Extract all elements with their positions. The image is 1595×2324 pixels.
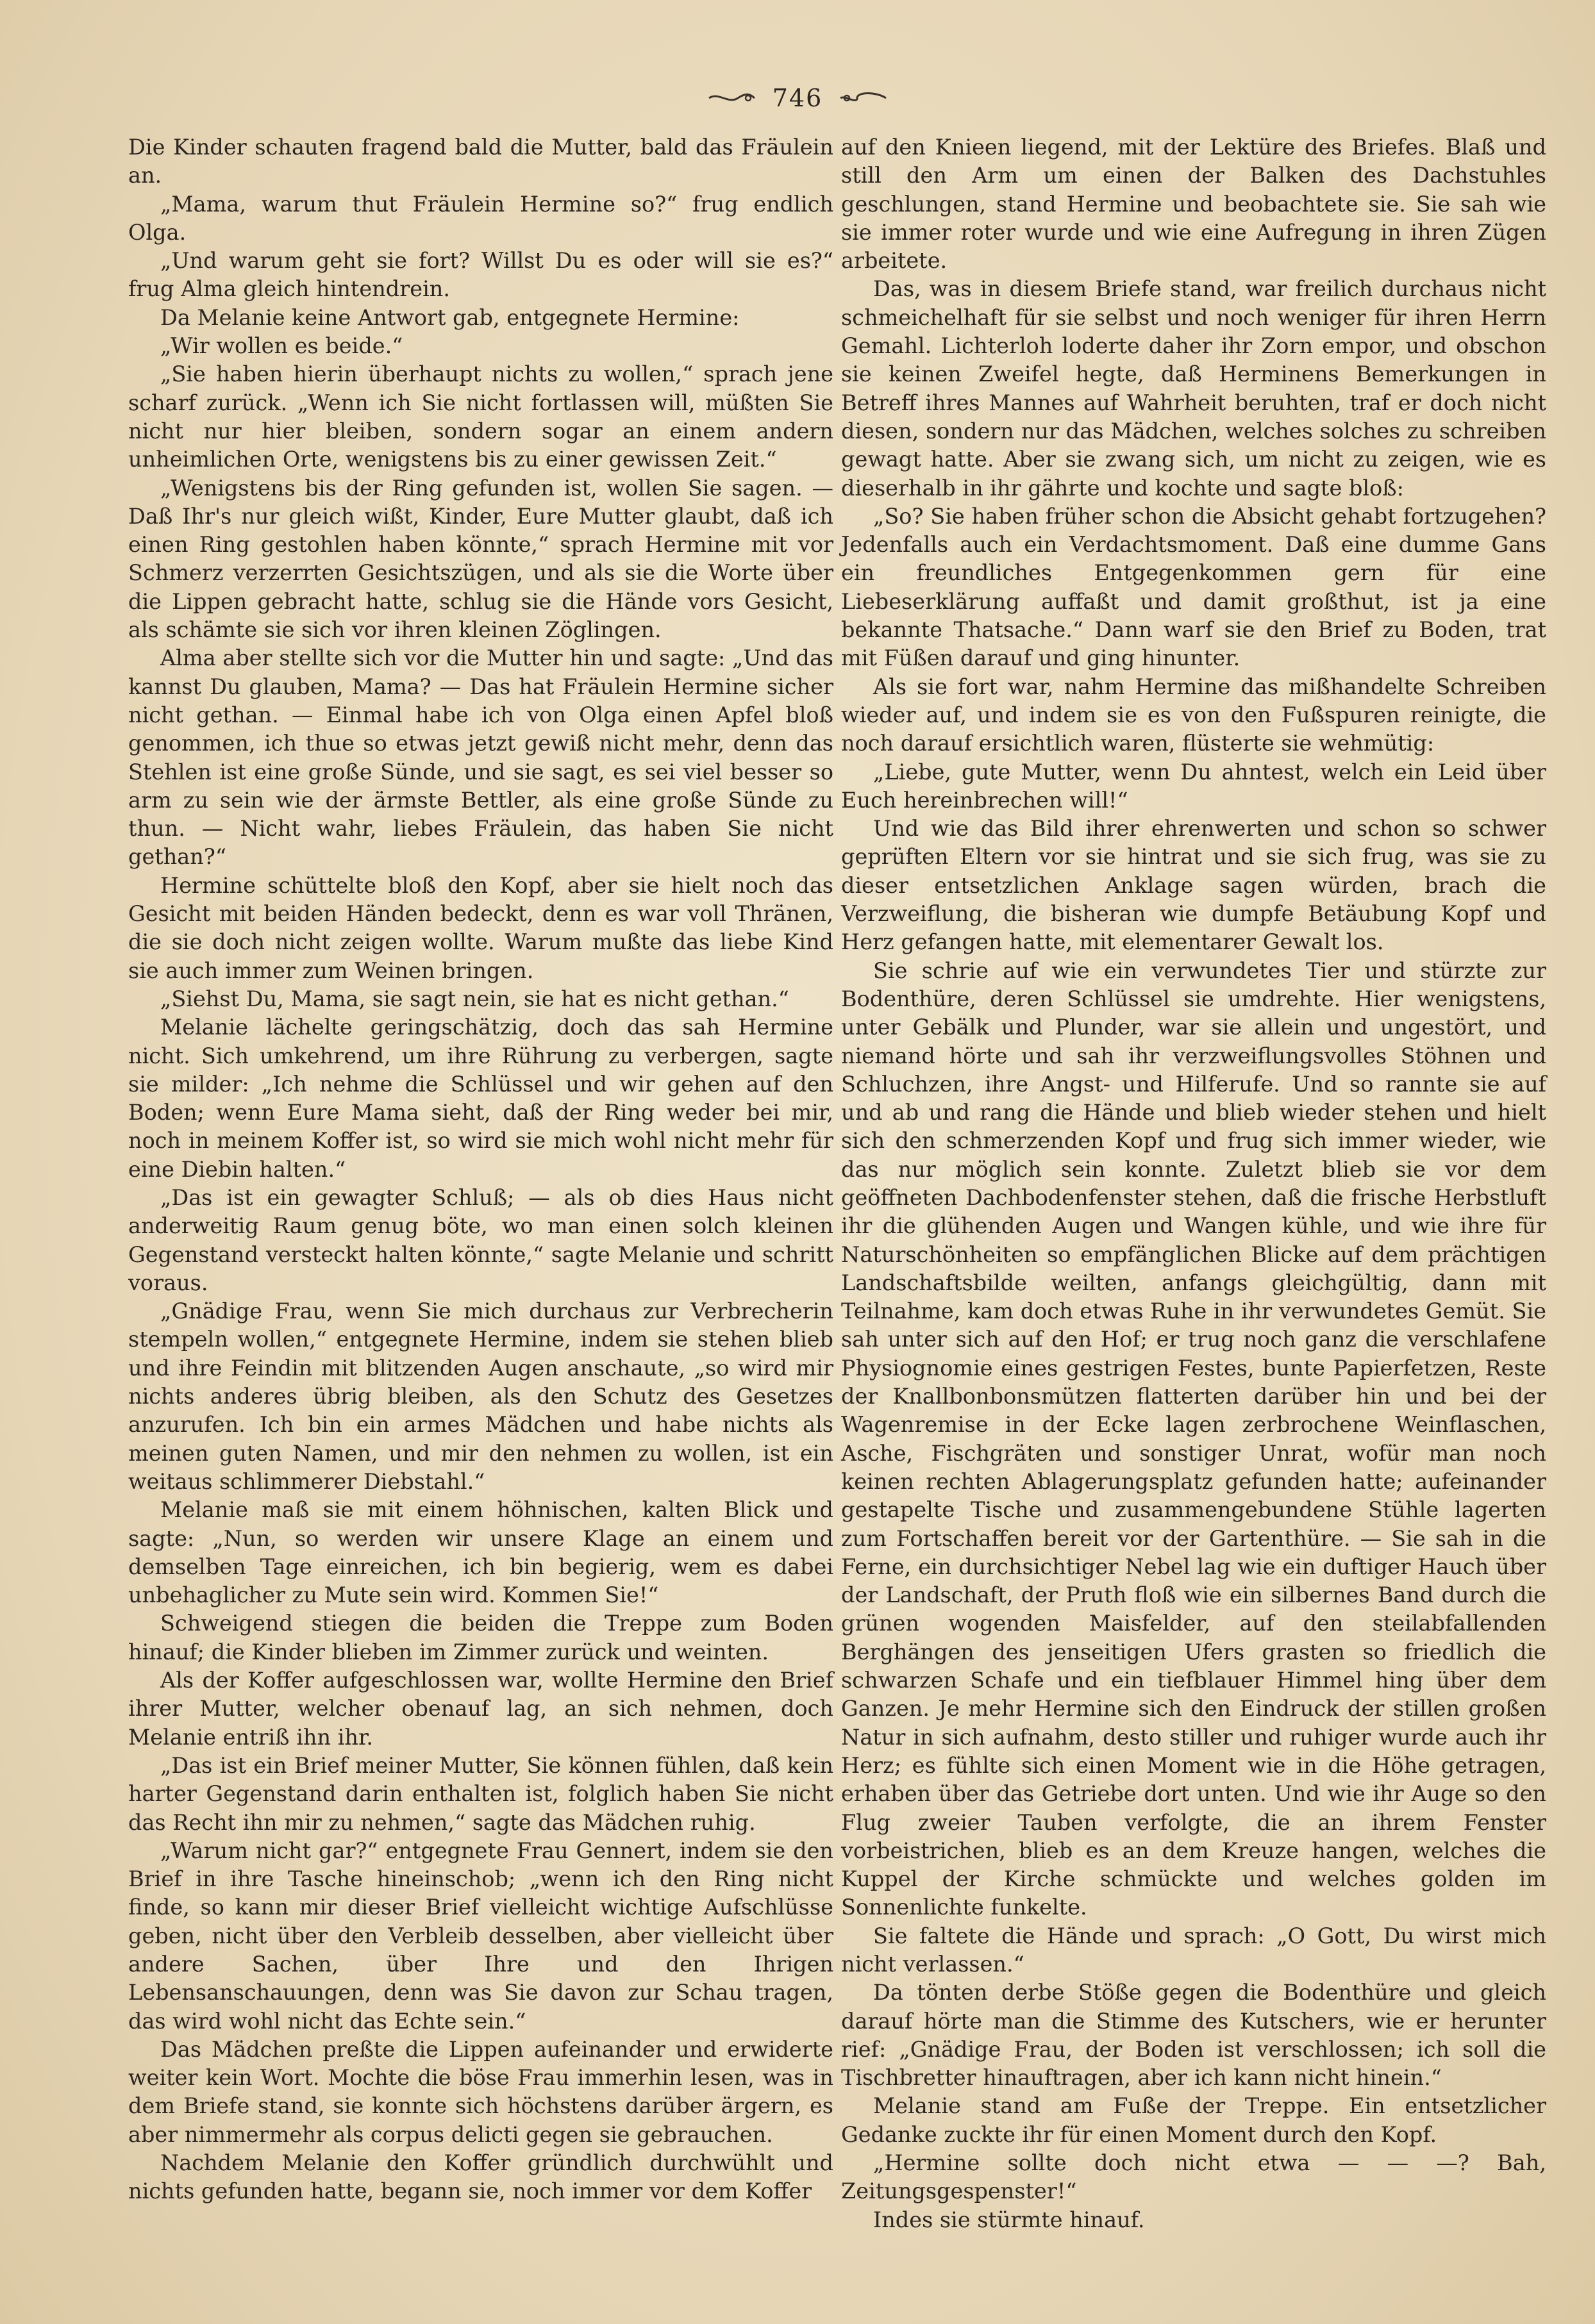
paragraph: Das, was in diesem Briefe stand, war freilich durchaus nicht schmeichelhaft für sie selbst und noch weniger für ihren Herrn Gemahl. Lichterloh loderte daher ihr Zorn empor, und obschon sie keinen Zweifel hegte, daß Herminens Bemerkungen in Betreff ihres Mannes auf Wahrheit beruhten, traf er doch nicht diesen, sondern nur das Mädchen, welches solches zu schreiben gewagt hatte. Aber sie zwang sich, um nicht zu zeigen, wie es dieserhalb in ihr gährte und kochte und sagte bloß: <box>841 276 1546 501</box>
paragraph: Das Mädchen preßte die Lippen aufeinander und erwiderte weiter kein Wort. Mochte die böse Frau immerhin lesen, was in dem Briefe stand, sie konnte sich höchstens darüber ärgern, es aber nimmermehr als corpus delicti gegen sie gebrauchen. <box>128 2036 833 2147</box>
paragraph: „Das ist ein gewagter Schluß; — als ob dies Haus nicht anderweitig Raum genug böte, wo man einen solch kleinen Gegenstand versteckt halten könnte,“ sagte Melanie und schritt voraus. <box>128 1184 833 1295</box>
paragraph: Da tönten derbe Stöße gegen die Bodenthüre und gleich darauf hörte man die Stimme des Kutschers, wie er herunter rief: „Gnädige Frau, der Boden ist verschlossen; ich soll die Tischbretter hinauftragen, aber ich kann nicht hinein.“ <box>841 1980 1546 2091</box>
page-number: 746 <box>772 84 823 112</box>
paragraph: Melanie stand am Fuße der Treppe. Ein entsetzlicher Gedanke zuckte ihr für einen Moment durch den Kopf. <box>841 2093 1546 2147</box>
paragraph: „Siehst Du, Mama, sie sagt nein, sie hat es nicht gethan.“ <box>160 986 789 1011</box>
paragraph: Nachdem Melanie den Koffer gründlich durchwühlt und nichts gefunden hatte, begann sie, noch immer vor dem Koffer <box>128 2150 833 2204</box>
paragraph: Sie faltete die Hände und sprach: „O Gott, Du wirst mich nicht verlassen.“ <box>841 1923 1546 1977</box>
paragraph: „Mama, warum thut Fräulein Hermine so?“ frug endlich Olga. <box>128 191 833 245</box>
paragraph: Als der Koffer aufgeschlossen war, wollte Hermine den Brief ihrer Mutter, welcher obenauf lag, an sich nehmen, doch Melanie entriß ihn ihr. <box>128 1668 833 1750</box>
paragraph: „So? Sie haben früher schon die Absicht gehabt fortzugehen? Jedenfalls auch ein Verdachtsmoment. Daß eine dumme Gans ein freundliches Entgegenkommen gern für eine Liebeserklärung auffaßt und damit großthut, ist ja eine bekannte Thatsache.“ Dann warf sie den Brief zu Boden, trat mit Füßen darauf und ging hinunter. <box>841 503 1546 671</box>
paragraph: Hermine schüttelte bloß den Kopf, aber sie hielt noch das Gesicht mit beiden Händen bedeckt, denn es war voll Thränen, die sie doch nicht zeigen wollte. Warum mußte das liebe Kind sie auch immer zum Weinen bringen. <box>128 872 833 983</box>
paragraph: Alma aber stellte sich vor die Mutter hin und sagte: „Und das kannst Du glauben, Mama? — Das hat Fräulein Hermine sicher nicht gethan. — Einmal habe ich von Olga einen Apfel bloß genommen, ich thue so etwas jetzt gewiß nicht mehr, denn das Stehlen ist eine große Sünde, und sie sagt, es sei viel besser so arm zu sein wie der ärmste Bettler, als eine große Sünde zu thun. — Nicht wahr, liebes Fräulein, das haben Sie nicht gethan?“ <box>128 645 833 870</box>
paragraph: „Gnädige Frau, wenn Sie mich durchaus zur Verbrecherin stempeln wollen,“ entgegnete Hermine, indem sie stehen blieb und ihre Feindin mit blitzenden Augen anschaute, „so wird mir nichts anderes übrig bleiben, als den Schutz des Gesetzes anzurufen. Ich bin ein armes Mädchen und habe nichts als meinen guten Namen, und mir den nehmen zu wollen, ist ein weitaus schlimmerer Diebstahl.“ <box>128 1299 833 1494</box>
paragraph: Indes sie stürmte hinauf. <box>873 2207 1145 2232</box>
paragraph: Da Melanie keine Antwort gab, entgegnete Hermine: <box>160 304 740 330</box>
right-ornament-icon <box>838 88 889 108</box>
paragraph: Sie schrie auf wie ein verwundetes Tier und stürzte zur Bodenthüre, deren Schlüssel sie umdrehte. Hier wenigstens, unter Gebälk und Plunder, war sie allein und ungestört, und niemand hörte und sah ihr verzweiflungsvolles Stöhnen und Schluchzen, ihre Angst- und Hilferufe. Und so rannte sie auf und ab und rang die Hände und blieb wieder stehen und hielt sich den schmerzenden Kopf und frug sich immer wieder, wie das nur möglich sein konnte. Zuletzt blieb sie vor dem geöffneten Dachbodenfenster stehen, daß die frische Herbstluft ihr die glühenden Augen und Wangen kühle, und wie ihre für Naturschönheiten so empfänglichen Blicke auf dem prächtigen Landschaftsbilde weilten, anfangs gleichgültig, dann mit Teilnahme, kam doch etwas Ruhe in ihr verwundetes Gemüt. Sie sah unter sich auf den Hof; er trug noch ganz die verschlafene Physiognomie eines gestrigen Festes, bunte Papierfetzen, Reste der Knallbonbonsmützen flatterten darüber hin und bei der Wagenremise in der Ecke lagen zerbrochene Weinflaschen, Asche, Fischgräten und sonstiger Unrat, wofür man noch keinen rechten Ablagerungsplatz gefunden hatte; aufeinander gestapelte Tische und zusammengebundene Stühle lagerten zum Fortschaffen bereit vor der Gartenthüre. — Sie sah in die Ferne, ein durchsichtiger Nebel lag wie ein duftiger Hauch über der Landschaft, der Pruth floß wie ein silbernes Band durch die grünen wogenden Maisfelder, auf den steilabfallenden Berghängen des jenseitigen Ufers grasten so friedlich die schwarzen Schafe und ein tiefblauer Himmel hing über dem Ganzen. Je mehr Hermine sich den Eindruck der stillen großen Natur in sich aufnahm, desto stiller und ruhiger wurde auch ihr Herz; es fühlte sich einen Moment wie in die Höhe getragen, erhaben über das Getriebe dort unten. Und wie ihr Auge so den Flug zweier Tauben verfolgte, die an ihrem Fenster vorbeistrichen, blieb es an dem Kreuze hangen, welches die Kuppel der Kirche schmückte und welches golden im Sonnenlichte funkelte. <box>841 958 1546 1920</box>
paragraph: „Das ist ein Brief meiner Mutter, Sie können fühlen, daß kein harter Gegenstand darin enthalten ist, folglich haben Sie nicht das Recht ihn mir zu nehmen,“ sagte das Mädchen ruhig. <box>128 1752 833 1835</box>
paragraph: „Liebe, gute Mutter, wenn Du ahntest, welch ein Leid über Euch hereinbrechen will!“ <box>841 759 1546 813</box>
right-column <box>841 133 1546 2234</box>
page-header <box>0 76 1595 120</box>
paragraph: Die Kinder schauten fragend bald die Mutter, bald das Fräulein an. <box>128 135 833 188</box>
paragraph: „Und warum geht sie fort? Willst Du es oder will sie es?“ frug Alma gleich hintendrein. <box>128 248 833 302</box>
paragraph: „Sie haben hierin überhaupt nichts zu wollen,“ sprach jene scharf zurück. „Wenn ich Sie nicht fortlassen will, müßten Sie nicht nur hier bleiben, sondern sogar an einem andern unheimlichen Orte, wenigstens bis zu einer gewissen Zeit.“ <box>128 361 833 472</box>
paragraph: „Wenigstens bis der Ring gefunden ist, wollen Sie sagen. — Daß Ihr's nur gleich wißt, Kinder, Eure Mutter glaubt, daß ich einen Ring gestohlen haben könnte,“ sprach Hermine mit vor Schmerz verzerrten Gesichtszügen, und als sie die Worte über die Lippen gebracht hatte, schlug sie die Hände vors Gesicht, als schämte sie sich vor ihren kleinen Zöglingen. <box>128 475 833 643</box>
paragraph: „Wir wollen es beide.“ <box>160 333 403 359</box>
paragraph: Als sie fort war, nahm Hermine das mißhandelte Schreiben wieder auf, und indem sie es von den Fußspuren reinigte, die noch darauf ersichtlich waren, flüsterte sie wehmütig: <box>841 674 1546 756</box>
paragraph: „Warum nicht gar?“ entgegnete Frau Gennert, indem sie den Brief in ihre Tasche hineinschob; „wenn ich den Ring nicht finde, so kann mir dieser Brief vielleicht wichtige Aufschlüsse geben, nicht über den Verbleib desselben, aber vielleicht über andere Sachen, über Ihre und den Ihrigen Lebensanschauungen, denn was Sie davon zur Schau tragen, das wird wohl nicht das Echte sein.“ <box>128 1838 833 2034</box>
paragraph: Und wie das Bild ihrer ehrenwerten und schon so schwer geprüften Eltern vor sie hintrat und sie sich frug, was sie zu dieser entsetzlichen Anklage sagen würden, brach die Verzweiflung, die bisheran wie dumpfe Betäubung Kopf und Herz gefangen hatte, mit elementarer Gewalt los. <box>841 816 1546 955</box>
left-ornament-icon <box>706 88 757 108</box>
paragraph: Schweigend stiegen die beiden die Treppe zum Boden hinauf; die Kinder blieben im Zimmer zurück und weinten. <box>128 1611 833 1664</box>
left-column <box>128 133 833 2206</box>
paragraph: „Hermine sollte doch nicht etwa — — —? Bah, Zeitungsgespenster!“ <box>841 2150 1546 2204</box>
paragraph: Melanie lächelte geringschätzig, doch das sah Hermine nicht. Sich umkehrend, um ihre Rührung zu verbergen, sagte sie milder: „Ich nehme die Schlüssel und wir gehen auf den Boden; wenn Eure Mama sieht, daß der Ring weder bei mir, noch in meinem Koffer ist, so wird sie mich wohl nicht mehr für eine Diebin halten.“ <box>128 1015 833 1182</box>
paragraph: auf den Knieen liegend, mit der Lektüre des Briefes. Blaß und still den Arm um einen der Balken des Dachstuhles geschlungen, stand Hermine und beobachtete sie. Sie sah wie sie immer roter wurde und wie eine Aufregung in ihren Zügen arbeitete. <box>841 135 1546 274</box>
paragraph: Melanie maß sie mit einem höhnischen, kalten Blick und sagte: „Nun, so werden wir unsere Klage an einem und demselben Tage einreichen, ich bin begierig, wem es dabei unbehaglicher zu Mute sein wird. Kommen Sie!“ <box>128 1497 833 1608</box>
